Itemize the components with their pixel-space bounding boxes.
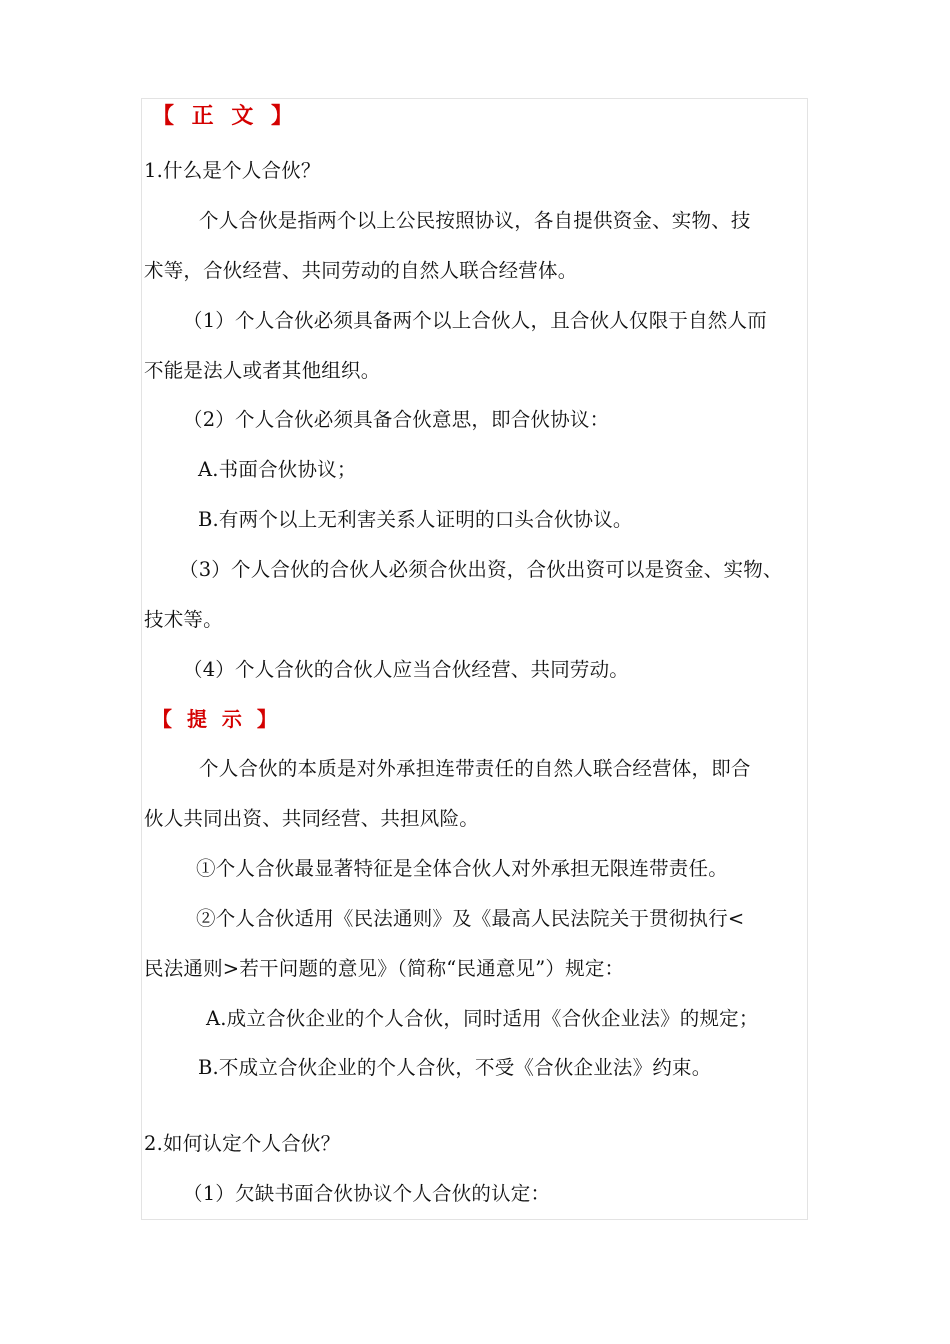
q1-item-2-b: B.有两个以上无利害关系人证明的口头合伙协议。 bbox=[198, 508, 633, 531]
tip-essence-line-1: 个人合伙的本质是对外承担连带责任的自然人联合经营体，即合 bbox=[199, 757, 751, 780]
tip-point-2-line-2: 民法通则>若干问题的意见》（简称“民通意见”）规定： bbox=[144, 957, 625, 980]
question-2-heading: 2.如何认定个人合伙？ bbox=[144, 1132, 341, 1155]
tip-point-2-b: B.不成立合伙企业的个人合伙，不受《合伙企业法》约束。 bbox=[198, 1056, 712, 1079]
q1-item-2-a: A.书面合伙协议； bbox=[198, 458, 357, 481]
q1-definition-line-2: 术等，合伙经营、共同劳动的自然人联合经营体。 bbox=[144, 259, 578, 282]
q1-item-4: （4）个人合伙的合伙人应当合伙经营、共同劳动。 bbox=[183, 658, 630, 681]
tip-point-2-a: A.成立合伙企业的个人合伙，同时适用《合伙企业法》的规定； bbox=[206, 1007, 759, 1030]
q1-definition-line-1: 个人合伙是指两个以上公民按照协议，各自提供资金、实物、技 bbox=[199, 209, 751, 232]
tip-point-2-line-1: ②个人合伙适用《民法通则》及《最高人民法院关于贯彻执行< bbox=[196, 907, 745, 930]
q1-item-3-line-1: （3）个人合伙的合伙人必须合伙出资，合伙出资可以是资金、实物、 bbox=[179, 558, 783, 581]
tip-essence-line-2: 伙人共同出资、共同经营、共担风险。 bbox=[144, 807, 479, 830]
q1-item-1-line-1: （1）个人合伙必须具备两个以上合伙人，且合伙人仅限于自然人而 bbox=[183, 309, 767, 332]
section-title-tip: 【 提 示 】 bbox=[152, 707, 281, 731]
section-title-main: 【 正 文 】 bbox=[152, 103, 298, 129]
tip-point-1: ①个人合伙最显著特征是全体合伙人对外承担无限连带责任。 bbox=[196, 857, 728, 880]
question-1-heading: 1.什么是个人合伙？ bbox=[144, 159, 321, 182]
q2-item-1: （1）欠缺书面合伙协议个人合伙的认定： bbox=[183, 1182, 551, 1205]
q1-item-1-line-2: 不能是法人或者其他组织。 bbox=[144, 359, 381, 382]
q1-item-3-line-2: 技术等。 bbox=[144, 608, 223, 631]
q1-item-2: （2）个人合伙必须具备合伙意思，即合伙协议： bbox=[183, 408, 610, 431]
